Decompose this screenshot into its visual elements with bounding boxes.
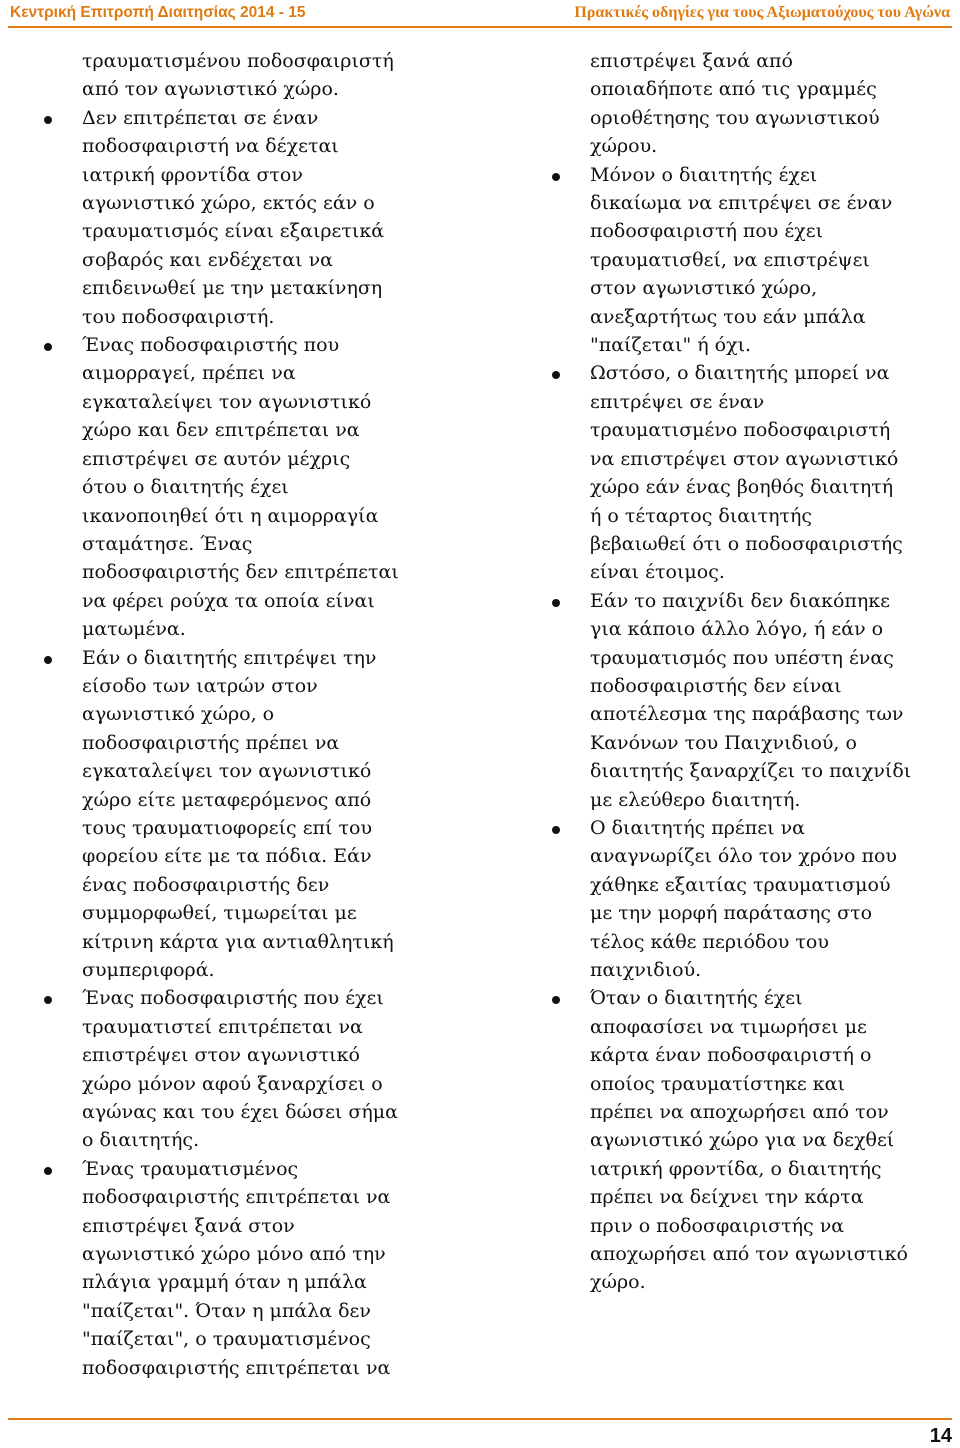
text-line: επιστρέψει σε αυτόν μέχρις <box>82 447 351 470</box>
text-line: πρέπει να δείχνει την κάρτα <box>590 1186 864 1209</box>
text-line: αγώνας και του έχει δώσει σήμα <box>82 1101 398 1124</box>
text-line: Ο διαιτητής πρέπει να <box>590 816 805 839</box>
bullet-icon <box>552 173 560 181</box>
text-line: ποδοσφαιριστής πρέπει να <box>82 731 340 754</box>
text-line: χώρο εάν ένας βοηθός διαιτητή <box>590 476 894 499</box>
text-line: χώρο μόνον αφού ξαναρχίσει ο <box>82 1072 383 1095</box>
text-line: αποφασίσει να τιμωρήσει με <box>590 1015 867 1038</box>
text-line: ικανοποιηθεί ότι η αιμορραγία <box>82 504 379 527</box>
text-line: αιμορραγεί, πρέπει να <box>82 362 296 385</box>
text-line: ανεξαρτήτως του εάν μπάλα <box>590 305 866 328</box>
bullet-paragraph <box>510 984 960 1296</box>
text-line: πριν ο ποδοσφαιριστής να <box>590 1214 845 1237</box>
text-line: χώρο. <box>590 1271 646 1294</box>
bullet-icon <box>552 599 560 607</box>
text-line: είναι έτοιμος. <box>590 561 725 584</box>
text-line: τραυματισμός είναι εξαιρετικά <box>82 220 385 243</box>
bullet-paragraph <box>510 587 960 814</box>
text-line: σταμάτησε. Ένας <box>82 532 253 555</box>
text-line: "παίζεται". Όταν η μπάλα δεν <box>82 1299 371 1322</box>
text-line: από τον αγωνιστικό χώρο. <box>82 78 339 101</box>
text-line: του ποδοσφαιριστή. <box>82 305 275 328</box>
bullet-icon <box>44 1167 52 1175</box>
text-line: χώρο και δεν επιτρέπεται να <box>82 419 360 442</box>
text-line: Κανόνων του Παιχνιδιού, ο <box>590 731 857 754</box>
text-line: ποδοσφαιριστής δεν επιτρέπεται <box>82 561 399 584</box>
bullet-paragraph <box>510 161 960 360</box>
text-line: για κάποιο άλλο λόγο, ή εάν ο <box>590 618 884 641</box>
text-line: τραυματιστεί επιτρέπεται να <box>82 1015 363 1038</box>
text-line: Εάν το παιχνίδι δεν διακόπηκε <box>590 589 890 612</box>
bullet-paragraph <box>0 644 470 985</box>
text-line: Ένας τραυματισμένος <box>82 1157 299 1180</box>
bullet-icon <box>44 343 52 351</box>
text-line: αγωνιστικό χώρο, ο <box>82 703 275 726</box>
text-line: αγωνιστικό χώρο, εκτός εάν ο <box>82 192 375 215</box>
text-line: σοβαρός και ενδέχεται να <box>82 248 333 271</box>
text-line: Ένας ποδοσφαιριστής που <box>82 334 340 357</box>
text-line: χώρου. <box>590 135 658 158</box>
text-line: αποχωρήσει από τον αγωνιστικό <box>590 1243 908 1266</box>
bullet-paragraph <box>0 984 470 1154</box>
bullet-icon <box>44 116 52 124</box>
page-number: 14 <box>929 1425 952 1447</box>
text-line: να επιστρέψει στον αγωνιστικό <box>590 447 899 470</box>
text-line: φορείου είτε με τα πόδια. Εάν <box>82 845 372 868</box>
footer-divider <box>8 1418 952 1420</box>
text-line: ιατρική φροντίδα στον <box>82 163 303 186</box>
text-line: τραυματισμένο ποδοσφαιριστή <box>590 419 891 442</box>
text-line: ποδοσφαιριστή να δέχεται <box>82 135 339 158</box>
text-line: Εάν ο διαιτητής επιτρέψει την <box>82 646 377 669</box>
bullet-icon <box>44 656 52 664</box>
bullet-icon <box>552 826 560 834</box>
text-line: ποδοσφαιριστή που έχει <box>590 220 824 243</box>
text-line: ο διαιτητής. <box>82 1129 200 1152</box>
text-line: συμμορφωθεί, τιμωρείται με <box>82 902 357 925</box>
bullet-paragraph <box>510 814 960 984</box>
bullet-icon <box>44 996 52 1004</box>
text-line: είσοδο των ιατρών στον <box>82 674 318 697</box>
text-line: εγκαταλείψει τον αγωνιστικό <box>82 390 372 413</box>
text-line: επιστρέψει στον αγωνιστικό <box>82 1044 360 1067</box>
text-line: ποδοσφαιριστής δεν είναι <box>590 674 842 697</box>
text-line: ποδοσφαιριστής επιτρέπεται να <box>82 1186 391 1209</box>
text-line: παιχνιδιού. <box>590 959 702 981</box>
text-line: με την μορφή παράτασης στο <box>590 902 873 925</box>
text-line: χώρο είτε μεταφερόμενος από <box>82 788 372 811</box>
text-line: επιστρέψει ξανά από <box>590 50 793 72</box>
text-line: τους τραυματιοφορείς επί του <box>82 816 373 839</box>
bullet-paragraph <box>0 104 470 331</box>
text-line: Ένας ποδοσφαιριστής που έχει <box>82 987 384 1010</box>
bullet-paragraph <box>0 1155 470 1382</box>
header-document-title: Πρακτικές οδηγίες για τους Αξιωματούχους του Αγώνα <box>574 4 950 21</box>
text-line: επιστρέψει ξανά στον <box>82 1214 295 1237</box>
text-line: οριοθέτησης του αγωνιστικού <box>590 106 880 129</box>
text-line: βεβαιωθεί ότι ο ποδοσφαιριστής <box>590 532 903 555</box>
text-line: οποίος τραυματίστηκε και <box>590 1072 845 1095</box>
text-line: συμπεριφορά. <box>82 959 215 981</box>
page-header <box>8 0 952 28</box>
text-line: να φέρει ρούχα τα οποία είναι <box>82 589 375 612</box>
text-line: στον αγωνιστικό χώρο, <box>590 277 818 300</box>
text-line: Ωστόσο, ο διαιτητής μπορεί να <box>590 362 890 385</box>
text-line: αγωνιστικό χώρο μόνο από την <box>82 1243 386 1266</box>
text-line: πλάγια γραμμή όταν η μπάλα <box>82 1271 367 1294</box>
text-line: ιατρική φροντίδα, ο διαιτητής <box>590 1157 882 1180</box>
header-committee-title: Κεντρική Επιτροπή Διαιτησίας 2014 - 15 <box>10 4 306 21</box>
text-line: οποιαδήποτε από τις γραμμές <box>590 78 877 101</box>
text-line: ματωμένα. <box>82 618 186 641</box>
text-line: αναγνωρίζει όλο τον χρόνο που <box>590 845 897 868</box>
bullet-icon <box>552 996 560 1004</box>
text-line: τραυματισμένου ποδοσφαιριστή <box>82 50 394 72</box>
text-line: με ελεύθερο διαιτητή. <box>590 788 801 811</box>
text-line: δικαίωμα να επιτρέψει σε έναν <box>590 192 893 215</box>
text-line: τραυματισμός που υπέστη ένας <box>590 646 894 669</box>
text-line: ή ο τέταρτος διαιτητής <box>590 504 812 527</box>
text-line: αγωνιστικό χώρο για να δεχθεί <box>590 1129 895 1152</box>
text-line: τραυματισθεί, να επιστρέψει <box>590 248 870 271</box>
text-line: χάθηκε εξαιτίας τραυματισμού <box>590 873 891 896</box>
text-line: ποδοσφαιριστής επιτρέπεται να <box>82 1356 391 1379</box>
text-line: "παίζεται", ο τραυματισμένος <box>82 1328 371 1351</box>
text-line: ότου ο διαιτητής έχει <box>82 476 289 499</box>
text-line: "παίζεται" ή όχι. <box>590 334 752 357</box>
bullet-paragraph <box>0 331 470 643</box>
text-line: αποτέλεσμα της παράβασης των <box>590 703 904 726</box>
continued-paragraph <box>510 47 960 161</box>
text-line: πρέπει να αποχωρήσει από τον <box>590 1101 889 1124</box>
continued-paragraph <box>0 47 470 104</box>
text-line: διαιτητής ξαναρχίζει το παιχνίδι <box>590 760 912 783</box>
text-line: εγκαταλείψει τον αγωνιστικό <box>82 760 372 783</box>
text-line: Όταν ο διαιτητής έχει <box>590 987 803 1010</box>
text-line: Μόνον ο διαιτητής έχει <box>590 163 818 186</box>
bullet-paragraph <box>510 359 960 586</box>
text-line: Δεν επιτρέπεται σε έναν <box>82 106 319 129</box>
bullet-icon <box>552 371 560 379</box>
text-line: επιτρέψει σε έναν <box>590 390 765 413</box>
text-line: ένας ποδοσφαιριστής δεν <box>82 873 330 896</box>
text-line: κίτρινη κάρτα για αντιαθλητική <box>82 930 394 953</box>
text-line: κάρτα έναν ποδοσφαιριστή ο <box>590 1044 872 1067</box>
left-text-column <box>0 47 470 1382</box>
text-line: επιδεινωθεί με την μετακίνηση <box>82 277 383 300</box>
right-text-column <box>510 47 960 1297</box>
text-line: τέλος κάθε περιόδου του <box>590 930 829 953</box>
